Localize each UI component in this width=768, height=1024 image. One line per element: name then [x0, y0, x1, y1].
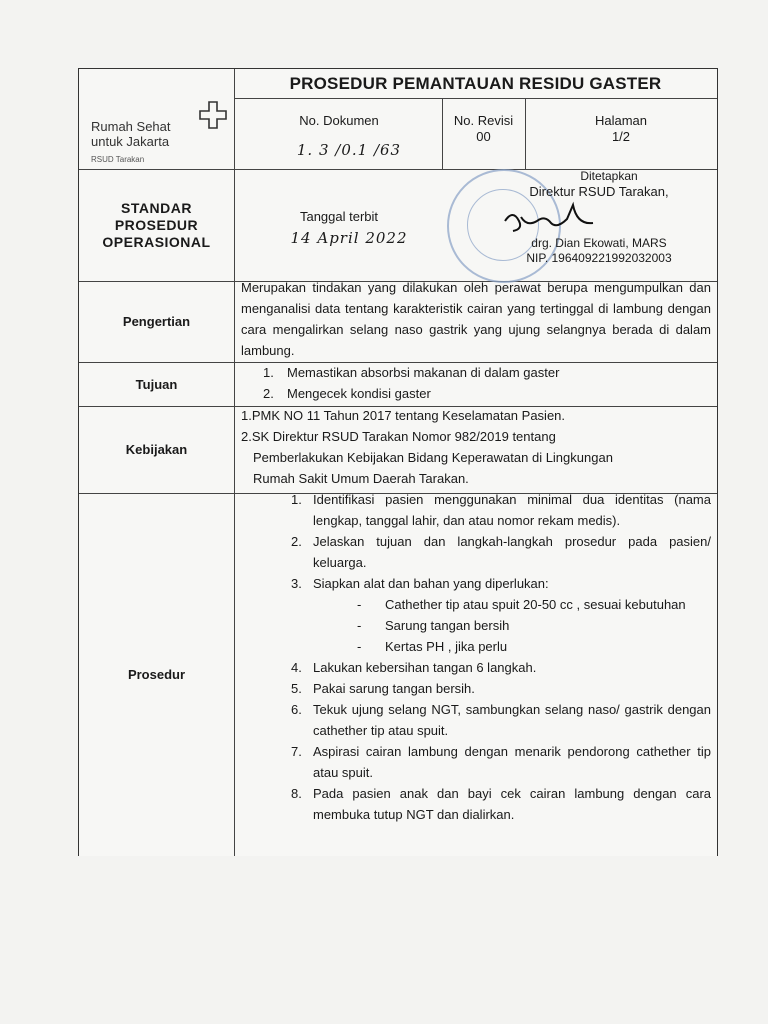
- page-label: Halaman: [594, 113, 648, 128]
- prosedur-item: 1. Identifikasi pasien menggunakan minimal dua identitas (nama lengkap, tanggal lahir, dan atau nomor rekam medis).: [291, 492, 711, 528]
- prosedur-item: 5. Pakai sarung tangan bersih.: [291, 681, 475, 696]
- revision-label: No. Revisi: [453, 113, 514, 128]
- kebijakan-text: [241, 405, 711, 489]
- prosedur-item: 7. Aspirasi cairan lambung dengan menarik pendorong cathether tip atau spuit.: [291, 744, 711, 780]
- tujuan-item: 1. Memastikan absorbsi makanan di dalam gaster: [263, 365, 560, 380]
- prosedur-item: 2. Jelaskan tujuan dan langkah-langkah prosedur pada pasien/ keluarga.: [291, 534, 711, 570]
- issue-date-value: 14 April 2022: [290, 229, 408, 247]
- page-value: 1/2: [611, 129, 631, 144]
- logo-line2: untuk Jakarta: [91, 134, 170, 149]
- hospital-logo: [91, 119, 171, 167]
- prosedur-subitem: - Kertas PH , jika perlu: [357, 639, 508, 654]
- kebijakan-item: 2.SK Direktur RSUD Tarakan Nomor 982/2019 tentang: [241, 429, 556, 444]
- kebijakan-item: 1.PMK NO 11 Tahun 2017 tentang Keselamatan Pasien.: [241, 408, 566, 423]
- prosedur-item: 8. Pada pasien anak dan bayi cek cairan lambung dengan cara membuka tutup NGT dan dialirkan.: [291, 786, 711, 822]
- tujuan-label: Tujuan: [135, 376, 178, 392]
- kebijakan-item-cont: Pemberlakukan Kebijakan Bidang Keperawatan di Lingkungan: [253, 450, 613, 465]
- logo-line1: Rumah Sehat: [91, 119, 171, 134]
- signer-name: drg. Dian Ekowati, MARS: [531, 236, 667, 250]
- doc-number-label: No. Dokumen: [299, 113, 379, 128]
- issue-date-label: Tanggal terbit: [299, 209, 379, 224]
- kebijakan-item-cont: Rumah Sakit Umum Daerah Tarakan.: [253, 471, 469, 486]
- doc-number-value: 1. 3 /0.1 /63: [296, 141, 402, 159]
- prosedur-label: Prosedur: [127, 667, 186, 682]
- sop-line1: STANDAR: [121, 199, 192, 216]
- sop-line3: OPERASIONAL: [102, 233, 211, 250]
- sop-line2: PROSEDUR: [114, 216, 199, 233]
- kebijakan-label: Kebijakan: [125, 442, 188, 457]
- prosedur-item: 3. Siapkan alat dan bahan yang diperlukan: - Cathether tip atau spuit 20-50 cc , sesuai kebutuhan - Sarung tangan bersih - Kertas PH , jika perlu: [241, 573, 711, 657]
- set-by: Direktur RSUD Tarakan,: [529, 184, 669, 199]
- prosedur-list: [241, 489, 711, 825]
- sop-document: [78, 68, 718, 856]
- prosedur-item: 6. Tekuk ujung selang NGT, sambungkan selang naso/ gastrik dengan cathether tip atau spuit.: [291, 702, 711, 738]
- revision-value: 00: [476, 129, 491, 144]
- logo-sub: RSUD Tarakan: [91, 155, 145, 164]
- tujuan-item: 2. Mengecek kondisi gaster: [263, 386, 431, 401]
- prosedur-subitem: - Cathether tip atau spuit 20-50 cc , sesuai kebutuhan: [357, 597, 686, 612]
- signature: [499, 199, 609, 239]
- set-label: Ditetapkan: [580, 169, 638, 183]
- prosedur-subitem: - Sarung tangan bersih: [357, 618, 510, 633]
- tujuan-list: [241, 362, 711, 404]
- document-title: PROSEDUR PEMANTAUAN RESIDU GASTER: [289, 74, 662, 93]
- signer-nip: NIP. 196409221992032003: [526, 251, 672, 265]
- cross-logo-icon: [197, 99, 231, 133]
- sop-heading: [79, 169, 234, 281]
- pengertian-text: Merupakan tindakan yang dilakukan oleh perawat berupa mengumpulkan dan menganalisi data tentang karakteristik cairan yang tertinggal di lambung dengan cara mengalirkan selang naso gastrik yang ujung selangnya berada di dalam lambung.: [241, 280, 711, 358]
- prosedur-item: 4. Lakukan kebersihan tangan 6 langkah.: [291, 660, 537, 675]
- pengertian-label: Pengertian: [122, 314, 191, 329]
